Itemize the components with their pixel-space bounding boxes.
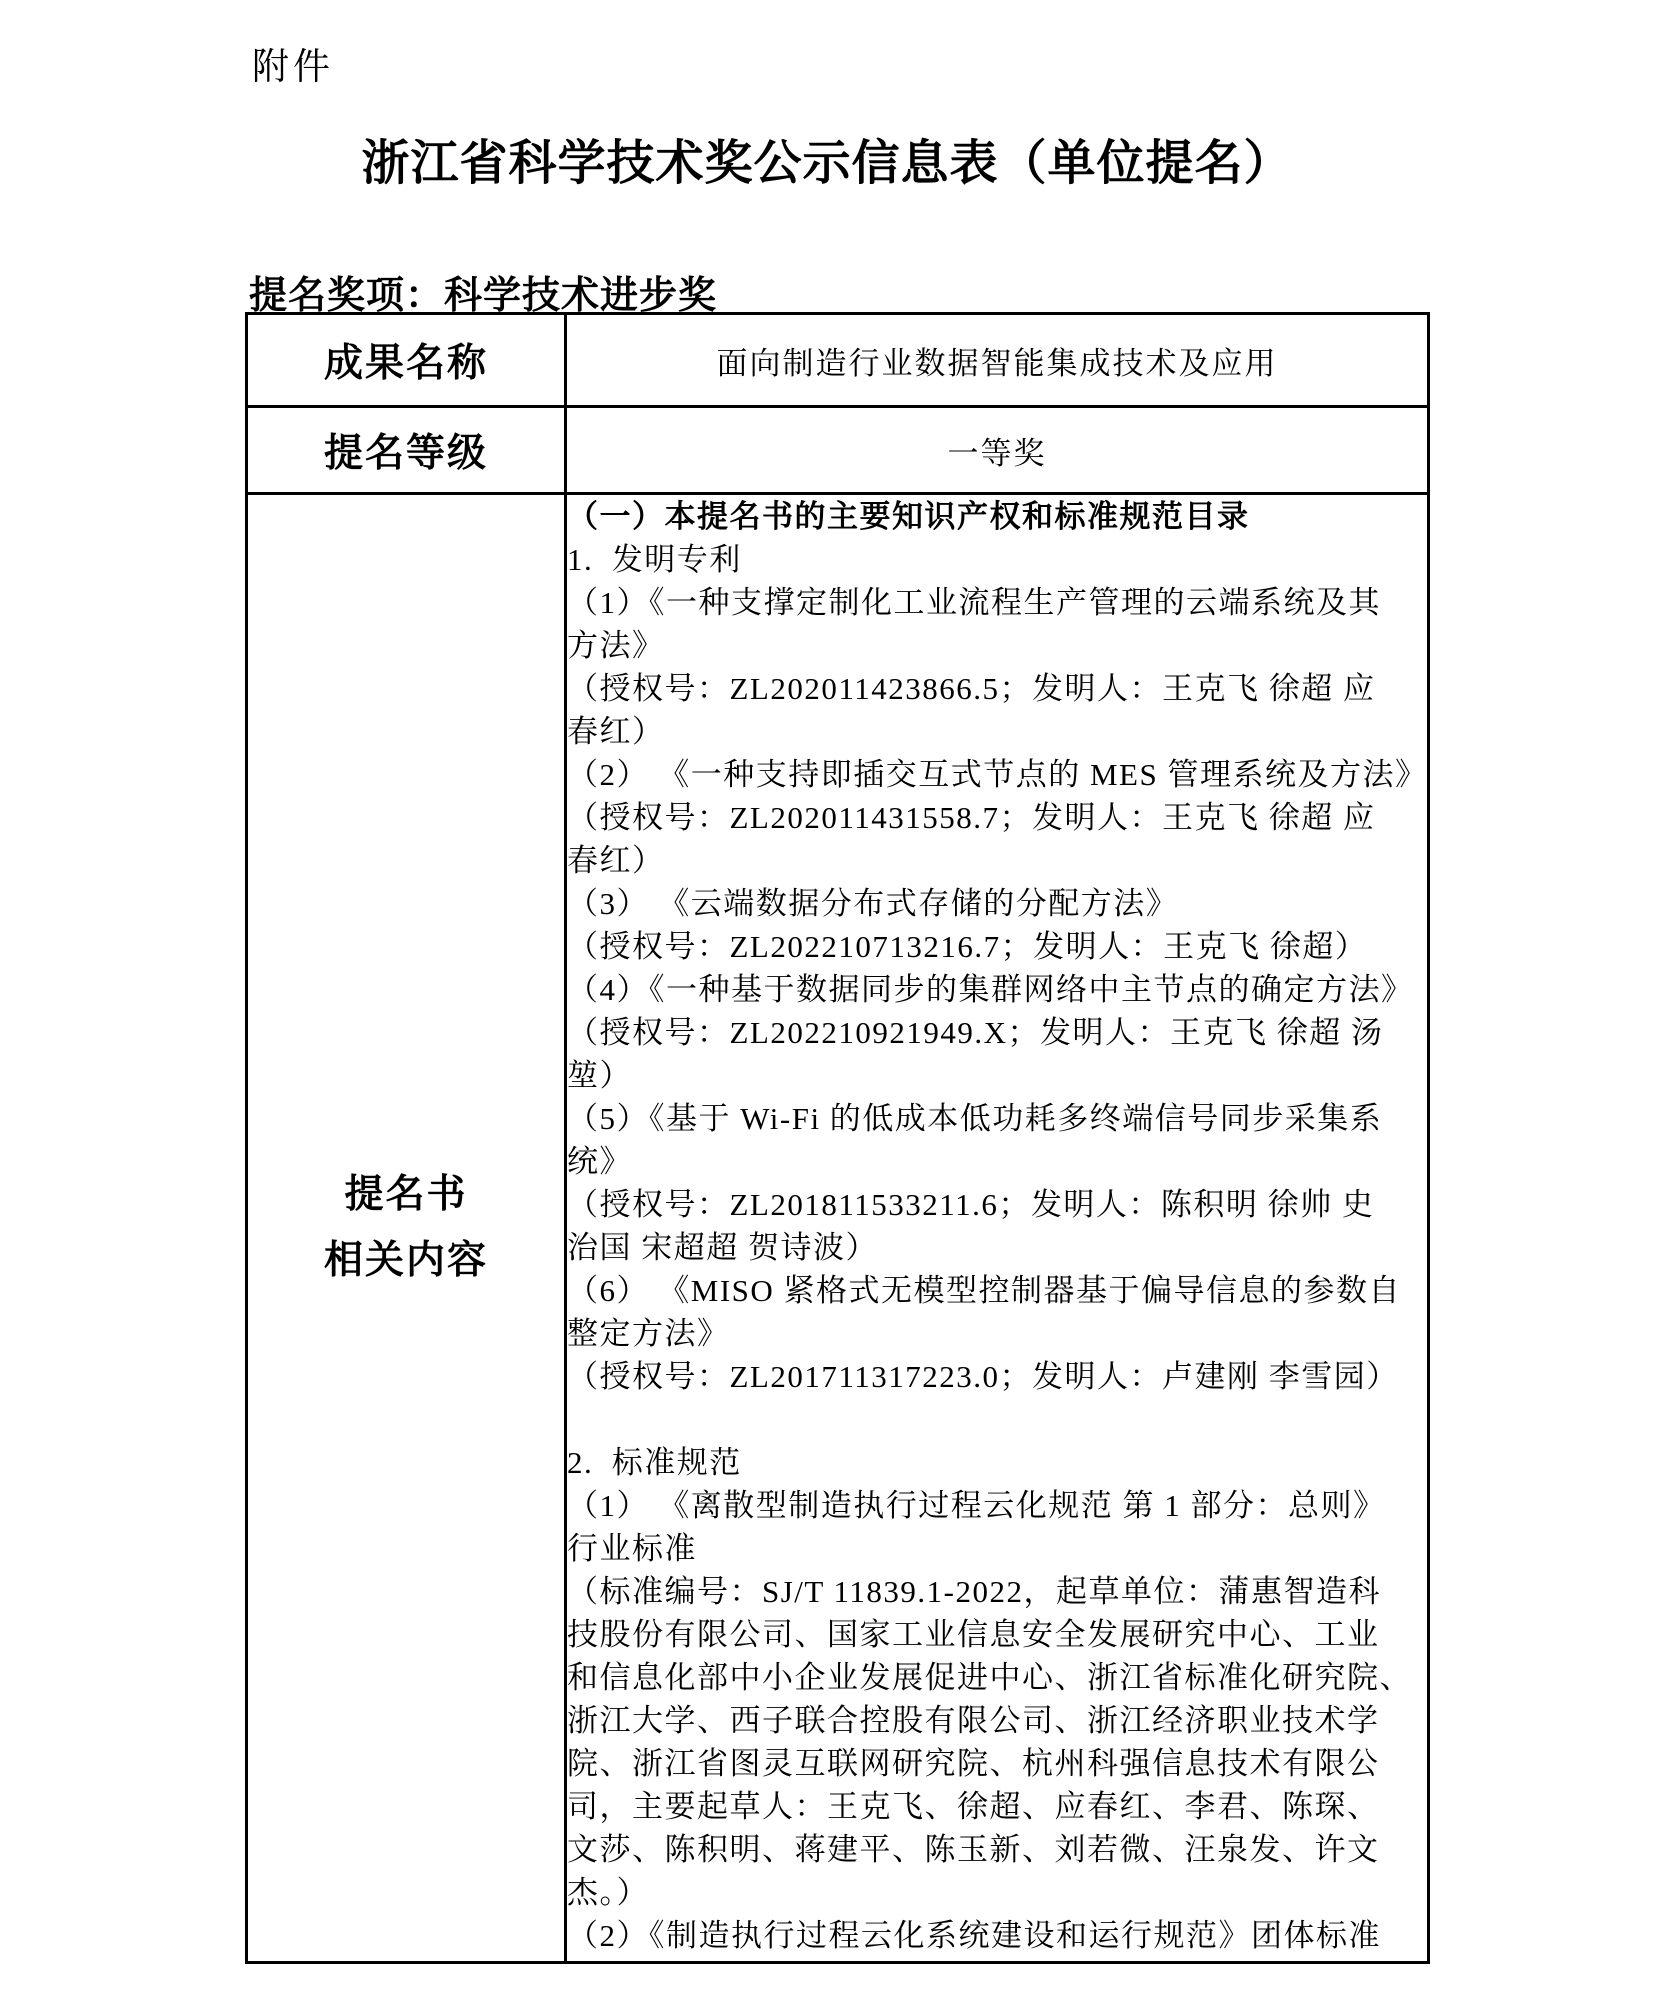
achievement-name-label: 成果名称	[247, 314, 566, 407]
content-line-blank	[567, 1398, 1427, 1441]
table-row-nomination-content	[247, 494, 1429, 1963]
content-line: 司，主要起草人：王克飞、徐超、应春红、李君、陈琛、	[567, 1789, 1380, 1824]
table-row-grade	[247, 407, 1429, 494]
content-line: （6） 《MISO 紧格式无模型控制器基于偏导信息的参数自	[567, 1273, 1402, 1308]
award-info-table	[245, 312, 1430, 1964]
content-line: （5）《基于 Wi-Fi 的低成本低功耗多终端信号同步采集系	[567, 1101, 1383, 1136]
nomination-content-label-stack	[248, 1162, 564, 1294]
achievement-name-value: 面向制造行业数据智能集成技术及应用	[566, 314, 1429, 407]
content-line: 和信息化部中小企业发展促进中心、浙江省标准化研究院、	[567, 1660, 1412, 1695]
nomination-content-label-line2: 相关内容	[323, 1239, 488, 1282]
content-line: 堃）	[567, 1058, 632, 1093]
content-line: （授权号：ZL201711317223.0；发明人：卢建刚 李雪园）	[567, 1359, 1399, 1394]
content-line: 文莎、陈积明、蒋建平、陈玉新、刘若微、汪泉发、许文	[567, 1832, 1380, 1867]
nomination-content-cell	[566, 494, 1429, 1963]
content-line: 2. 标准规范	[567, 1445, 742, 1480]
content-line: （2）《制造执行过程云化系统建设和运行规范》团体标准	[567, 1918, 1381, 1953]
table-row-achievement	[247, 314, 1429, 407]
content-line: （授权号：ZL201811533211.6；发明人：陈积明 徐帅 史	[567, 1187, 1375, 1222]
nomination-grade-value: 一等奖	[566, 407, 1429, 494]
content-line: （3） 《云端数据分布式存储的分配方法》	[567, 886, 1179, 921]
nominated-award-line: 提名奖项：科学技术进步奖	[249, 275, 718, 317]
content-line: 行业标准	[567, 1531, 697, 1566]
content-section-heading: （一）本提名书的主要知识产权和标准规范目录	[567, 499, 1250, 534]
page-title: 浙江省科学技术奖公示信息表（单位提名）	[361, 137, 1293, 190]
content-line: （授权号：ZL202011431558.7；发明人：王克飞 徐超 应	[567, 800, 1376, 835]
content-line: （2） 《一种支持即插交互式节点的 MES 管理系统及方法》	[567, 757, 1428, 792]
nomination-content-label	[247, 494, 566, 1963]
content-line: 1. 发明专利	[567, 542, 742, 577]
content-line: 春红）	[567, 714, 665, 749]
content-line: 春红）	[567, 843, 665, 878]
content-line: （4）《一种基于数据同步的集群网络中主节点的确定方法》	[567, 972, 1414, 1007]
content-line: 杰。）	[567, 1875, 649, 1910]
content-line: 方法》	[567, 628, 665, 663]
content-line: （1）《一种支撑定制化工业流程生产管理的云端系统及其	[567, 585, 1381, 620]
nomination-content-label-line1: 提名书	[344, 1173, 468, 1216]
content-line: （标准编号：SJ/T 11839.1-2022，起草单位：蒲惠智造科	[567, 1574, 1381, 1609]
content-line: 整定方法》	[567, 1316, 730, 1351]
content-line: 统》	[567, 1144, 632, 1179]
content-line: 技股份有限公司、国家工业信息安全发展研究中心、工业	[567, 1617, 1380, 1652]
content-line: （授权号：ZL202210921949.X；发明人：王克飞 徐超 汤	[567, 1015, 1384, 1050]
content-line: 院、浙江省图灵互联网研究院、杭州科强信息技术有限公	[567, 1746, 1380, 1781]
content-line: （1） 《离散型制造执行过程云化规范 第 1 部分：总则》	[567, 1488, 1386, 1523]
content-line: （授权号：ZL202011423866.5；发明人：王克飞 徐超 应	[567, 671, 1376, 706]
nomination-grade-label: 提名等级	[247, 407, 566, 494]
attachment-label: 附件	[252, 47, 334, 88]
content-line: 浙江大学、西子联合控股有限公司、浙江经济职业技术学	[567, 1703, 1380, 1738]
content-line: 治国 宋超超 贺诗波）	[567, 1230, 878, 1265]
content-line: （授权号：ZL202210713216.7；发明人：王克飞 徐超）	[567, 929, 1368, 964]
